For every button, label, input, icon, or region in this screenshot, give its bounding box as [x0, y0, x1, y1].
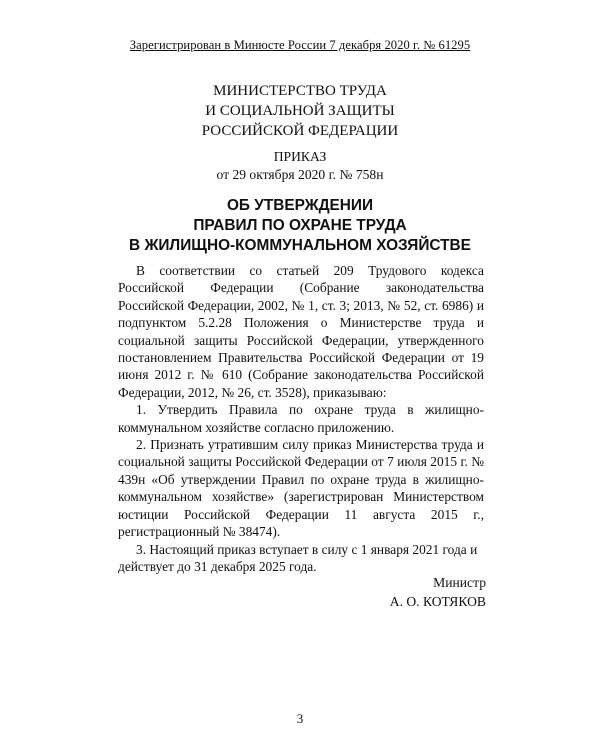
signatory-name: А. О. КОТЯКОВ: [389, 594, 486, 609]
registration-note: Зарегистрирован в Минюсте России 7 декабря 2020 г. № 61295: [129, 38, 471, 52]
headline-line-2: ПРАВИЛ ПО ОХРАНЕ ТРУДА: [193, 217, 407, 234]
document-headline: [0, 196, 600, 256]
page-number: 3: [296, 711, 304, 726]
item-1-paragraph: 1. Утвердить Правила по охране труда в жилищно-коммунальном хозяйстве согласно приложению.: [118, 402, 484, 435]
headline-line-3: В ЖИЛИЩНО-КОММУНАЛЬНОМ ХОЗЯЙСТВЕ: [129, 237, 471, 254]
ministry-line-3: РОССИЙСКОЙ ФЕДЕРАЦИИ: [201, 123, 399, 139]
item-2-paragraph: 2. Признать утратившим силу приказ Министерства труда и социальной защиты Российской Федерации от 7 июля 2015 г. № 439н «Об утверждении Правил по охране труда в жилищно-коммунальном хозяйстве» (зарегистрирован Министерством юстиции Российской Федерации 11 августа 2015 г., регистрационный № 38474).: [118, 437, 484, 540]
ministry-line-2: И СОЦИАЛЬНОЙ ЗАЩИТЫ: [205, 103, 395, 119]
order-date-number: от 29 октября 2020 г. № 758н: [216, 167, 384, 182]
headline-line-1: ОБ УТВЕРЖДЕНИИ: [226, 197, 374, 214]
document-body: [118, 262, 484, 575]
order-heading: [0, 148, 600, 184]
intro-paragraph: В соответствии со статьей 209 Трудового кодекса Российской Федерации (Собрание законодательства Российской Федерации, 2002, № 1, ст. 3; 2013, № 52, ст. 6986) и подпунктом 5.2.28 Положения о Министерстве труда и социальной защиты Российской Федерации, утвержденного постановлением Правительства Российской Федерации от 19 июня 2012 г. № 610 (Собрание законодательства Российской Федерации, 2012, № 26, ст. 3528), приказываю:: [118, 263, 484, 400]
signatory-title: Министр: [433, 575, 486, 590]
order-title: ПРИКАЗ: [273, 149, 327, 164]
ministry-line-1: МИНИСТЕРСТВО ТРУДА: [213, 83, 387, 99]
signature-block: [390, 573, 486, 611]
item-3-paragraph: 3. Настоящий приказ вступает в силу с 1 января 2021 года и действует до 31 декабря 2025 года.: [118, 541, 478, 574]
ministry-name: [0, 81, 600, 141]
